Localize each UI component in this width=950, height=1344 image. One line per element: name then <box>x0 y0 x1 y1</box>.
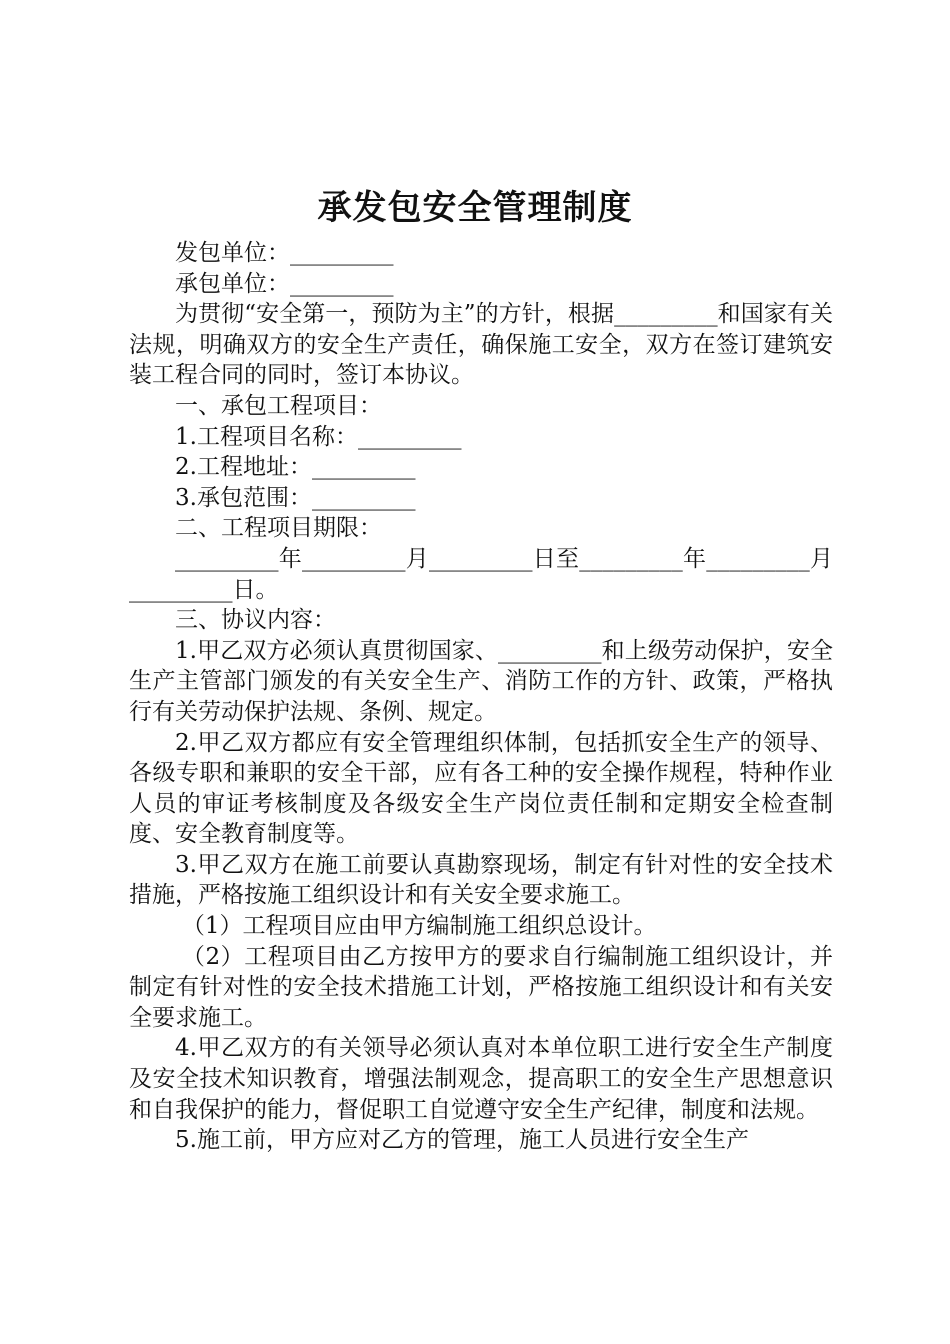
document-body <box>129 238 833 1156</box>
paragraph-project-address: 2.工程地址：_________ <box>175 454 416 481</box>
paragraph-clause-2: 2.甲乙双方都应有安全管理组织体制，包括抓安全生产的领导、各级专职和兼职的安全干部，应有各工种的安全操作规程，特种作业人员的审证考核制度及各级安全生产岗位责任制和定期安全检查制度、安全教育制度等。 <box>129 729 833 848</box>
paragraph-clause-3-sub-1: （1）工程项目应由甲方编制施工组织总设计。 <box>181 913 657 940</box>
paragraph-clause-3: 3.甲乙双方在施工前要认真勘察现场，制定有针对性的安全技术措施，严格按施工组织设计和有关安全要求施工。 <box>129 851 833 909</box>
document-title: 承发包安全管理制度 <box>317 188 633 228</box>
paragraph-contractor-receiver: 承包单位：_________ <box>175 270 394 297</box>
section-heading-period: 二、工程项目期限： <box>175 515 382 542</box>
section-heading-agreement: 三、协议内容： <box>175 607 336 634</box>
paragraph-clause-4: 4.甲乙双方的有关领导必须认真对本单位职工进行安全生产制度及安全技术知识教育，增强法制观念，提高职工的安全生产思想意识和自我保护的能力，督促职工自觉遵守安全生产纪律，制度和法规。 <box>129 1035 833 1123</box>
section-heading-project: 一、承包工程项目： <box>175 392 382 419</box>
paragraph-project-scope: 3.承包范围：_________ <box>175 484 416 511</box>
paragraph-clause-1: 1.甲乙双方必须认真贯彻国家、_________和上级劳动保护，安全生产主管部门颁发的有关安全生产、消防工作的方针、政策，严格执行有关劳动保护法规、条例、规定。 <box>129 637 833 725</box>
paragraph-contractor-issuer: 发包单位：_________ <box>175 240 394 266</box>
paragraph-clause-3-sub-2: （2）工程项目由乙方按甲方的要求自行编制施工组织设计，并制定有针对性的安全技术措施工计划，严格按施工组织设计和有关安全要求施工。 <box>129 943 833 1031</box>
paragraph-period-dates: _________年_________月_________日至_________年_________月_________日。 <box>129 545 833 603</box>
paragraph-preamble: 为贯彻“安全第一，预防为主”的方针，根据_________和国家有关法规，明确双方的安全生产责任，确保施工安全，双方在签订建筑安装工程合同的同时，签订本协议。 <box>129 301 833 389</box>
paragraph-clause-5: 5.施工前，甲方应对乙方的管理，施工人员进行安全生产 <box>175 1127 749 1154</box>
paragraph-project-name: 1.工程项目名称：_________ <box>175 423 462 450</box>
